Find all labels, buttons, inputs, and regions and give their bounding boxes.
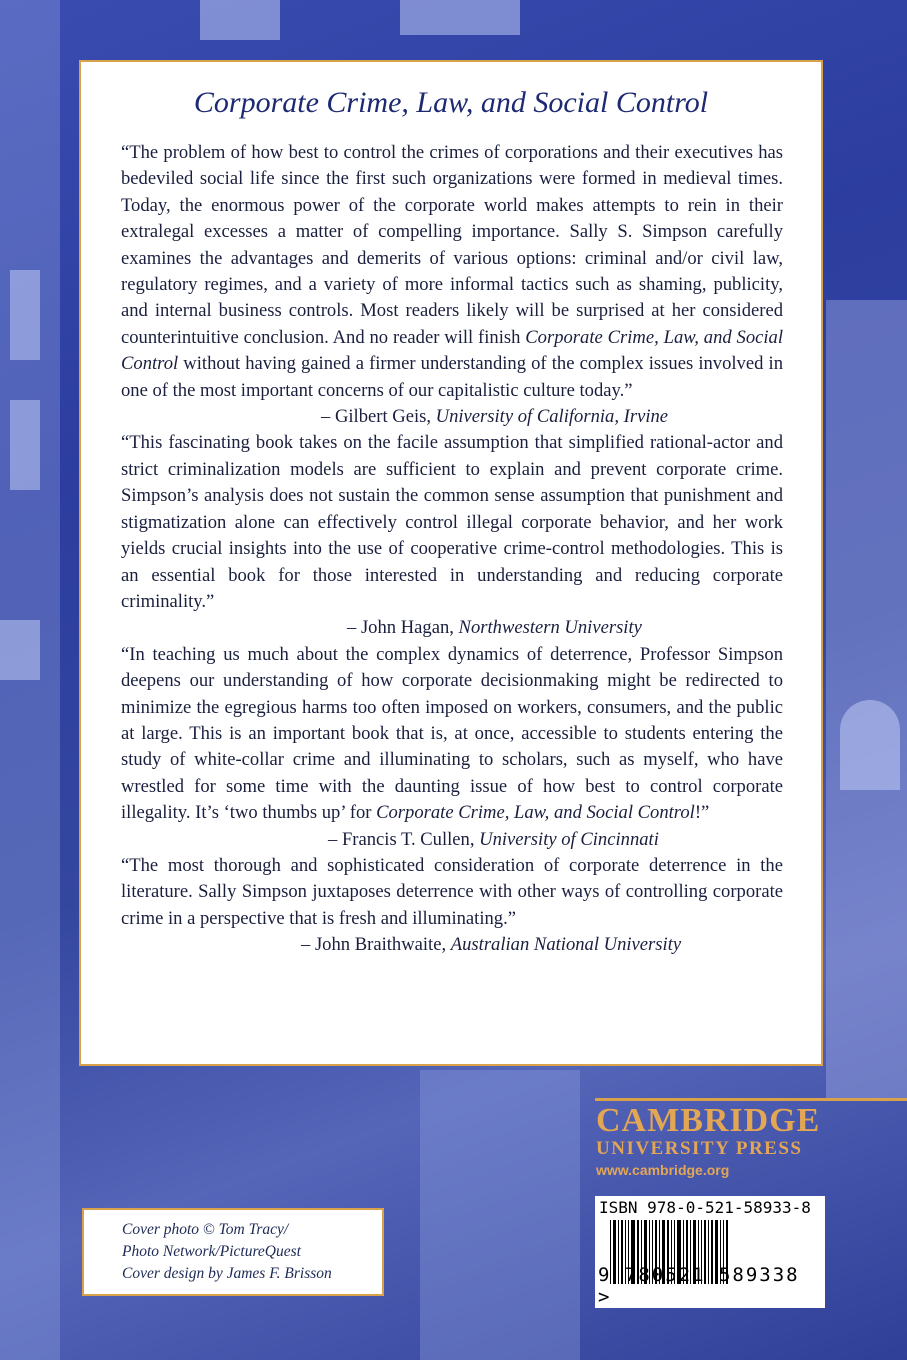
credit-line: Cover design by James F. Brisson — [122, 1265, 332, 1282]
quote-1 — [121, 140, 783, 404]
author: – Francis T. Cullen, — [328, 828, 480, 850]
publisher-url: www.cambridge.org — [596, 1162, 730, 1178]
affiliation: University of Cincinnati — [479, 828, 659, 850]
publisher-name: CAMBRIDGE — [596, 1102, 821, 1139]
author: – Gilbert Geis, — [321, 406, 436, 428]
quote-book-title: Corporate Crime, Law, and Social Control — [376, 802, 695, 824]
quote-text: without having gained a firmer understanding of the complex issues involved in one of the most important concerns of our capitalistic culture today.” — [121, 353, 783, 401]
affiliation: Australian National University — [450, 934, 682, 956]
quote-text: “In teaching us much about the complex dynamics of deterrence, Professor Simpson deepens our understanding of how corporate decisionmaking might be redirected to minimize the egregious harms too often imposed on workers, consumers, and the public at large. This is an important book that is, at once, accessible to students entering the study of white-collar crime and illuminating to scholars, such as myself, who have wrestled for some time with the daunting issue of how best to control corporate illegality. It’s ‘two thumbs up’ for — [121, 643, 783, 824]
cover-credits — [82, 1208, 384, 1296]
credit-line: Cover photo © Tom Tracy/ — [122, 1221, 289, 1238]
attribution-1 — [121, 404, 783, 430]
isbn-label: ISBN 978-0-521-58933-8 — [599, 1198, 811, 1217]
credit-line: Photo Network/PictureQuest — [122, 1243, 301, 1260]
book-title: Corporate Crime, Law, and Social Control — [193, 86, 709, 119]
author: – John Braithwaite, — [301, 934, 451, 956]
attribution-3 — [121, 827, 783, 853]
publisher-subname: UNIVERSITY PRESS — [596, 1138, 803, 1159]
attribution-4 — [121, 932, 783, 958]
endorsements — [121, 140, 783, 959]
attribution-2 — [121, 615, 783, 641]
affiliation: Northwestern University — [458, 617, 642, 639]
publisher-logo — [596, 1103, 820, 1181]
author: – John Hagan, — [347, 617, 459, 639]
quote-text: “The most thorough and sophisticated consideration of corporate deterrence in the literature. Sally Simpson juxtaposes deterrence with other ways of controlling corporate crime in a perspective that is fresh and illuminating.” — [121, 854, 783, 929]
blurb-panel — [79, 60, 823, 1066]
divider — [595, 1098, 907, 1101]
affiliation: University of California, Irvine — [435, 406, 669, 428]
isbn-barcode — [595, 1196, 825, 1308]
quote-text: “The problem of how best to control the crimes of corporations and their executives has bedeviled social life since the first such organizations were formed in medieval times. Today, the enormous power of the corporate world makes attempts to rein in their extralegal excesses a matter of compelling importance. Sally S. Simpson carefully examines the advantages and demerits of various options: criminal and/or civil law, regulatory regimes, and a variety of more informal tactics such as shaming, publicity, and internal business controls. Most readers likely will be surprised at her considered counterintuitive conclusion. And no reader will finish — [121, 142, 783, 348]
quote-2 — [121, 430, 783, 615]
quote-text: !” — [694, 802, 710, 824]
quote-4 — [121, 853, 783, 932]
ean-number: 9 780521 589338 > — [598, 1264, 800, 1308]
quote-book-title: Corporate Crime, Law, and Social Control — [121, 326, 783, 375]
quote-3 — [121, 642, 783, 827]
quote-text: “This fascinating book takes on the facile assumption that simplified rational-actor and strict criminalization models are sufficient to explain and prevent corporate crime. Simpson’s analysis does not sustain the common sense assumption that punishment and stigmatization alone can effectively control illegal corporate behavior, and her work yields crucial insights into the use of cooperative crime-control methodologies. This is an essential book for those interested in understanding and reducing corporate criminality.” — [121, 432, 783, 612]
